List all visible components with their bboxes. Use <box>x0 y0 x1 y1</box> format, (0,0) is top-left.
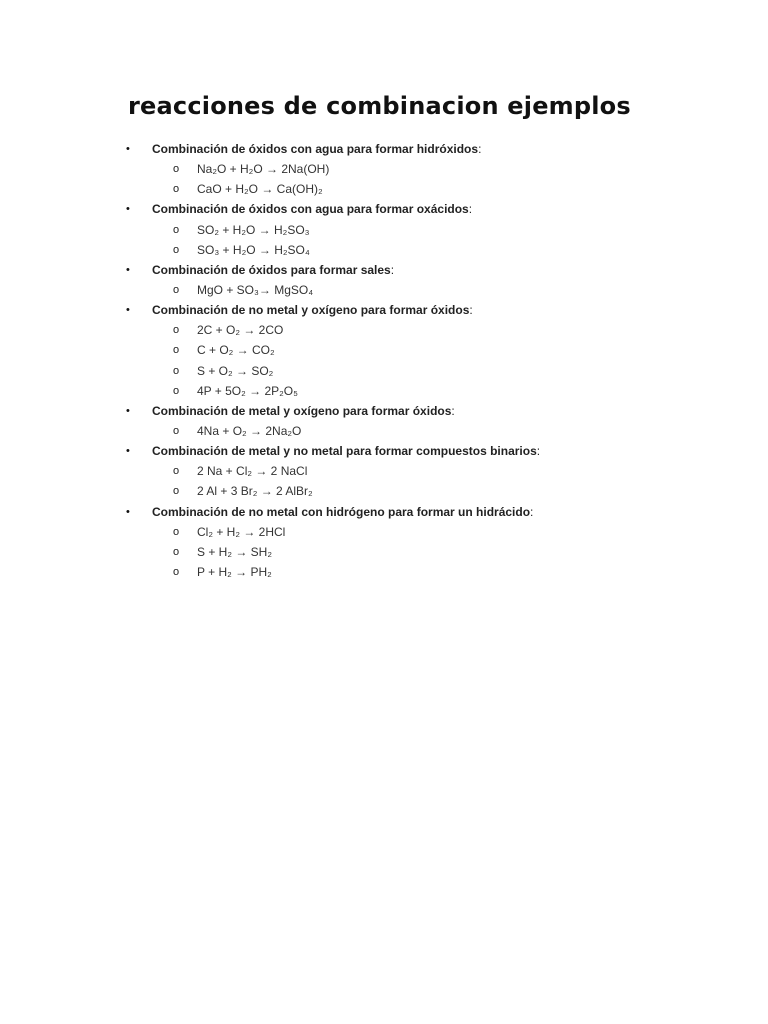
reaction-list <box>0 159 768 199</box>
reaction-item <box>0 421 768 441</box>
reaction-equation: MgO + SO₃→ MgSO₄ <box>197 282 314 297</box>
reaction-item <box>0 542 768 562</box>
circle-bullet-icon: o <box>173 545 180 558</box>
bullet-icon: • <box>126 203 130 216</box>
topic-suffix: : <box>478 142 482 156</box>
reaction-equation: SO₃ + H₂O → H₂SO₄ <box>197 242 310 257</box>
circle-bullet-icon: o <box>173 344 180 357</box>
topic-label <box>152 260 394 280</box>
topic-heading: Combinación de metal y no metal para formar compuestos binarios <box>152 444 537 459</box>
reaction-list <box>0 421 768 441</box>
topic-row <box>0 441 768 461</box>
reaction-item <box>0 320 768 340</box>
reaction-equation: Na₂O + H₂O → 2Na(OH) <box>197 162 330 177</box>
bullet-icon: • <box>126 143 130 155</box>
reaction-equation: Cl₂ + H₂ → 2HCl <box>197 524 286 539</box>
reaction-item <box>0 240 768 260</box>
reaction-equation: SO₂ + H₂O → H₂SO₃ <box>197 222 310 237</box>
reaction-equation: 4P + 5O₂ → 2P₂O₅ <box>197 383 298 398</box>
reaction-list <box>0 461 768 501</box>
reaction-list <box>0 522 768 582</box>
reaction-equation: 2C + O₂ → 2CO <box>197 323 284 338</box>
topic-item <box>0 260 768 300</box>
reaction-item <box>0 340 768 360</box>
bullet-icon: • <box>126 505 130 518</box>
reaction-equation: C + O₂ → CO₂ <box>197 343 275 358</box>
reaction-item <box>0 220 768 240</box>
topic-label <box>152 401 455 421</box>
circle-bullet-icon: o <box>173 525 180 538</box>
bullet-icon: • <box>126 263 130 276</box>
reaction-list <box>0 320 768 401</box>
reaction-item <box>0 361 768 381</box>
circle-bullet-icon: o <box>173 384 180 397</box>
reaction-equation: CaO + H₂O → Ca(OH)₂ <box>197 182 323 197</box>
bullet-icon: • <box>126 304 130 317</box>
topic-suffix: : <box>536 444 541 459</box>
topic-label <box>152 502 533 522</box>
topic-heading: Combinación de óxidos con agua para formar hidróxidos <box>152 142 479 156</box>
circle-bullet-icon: o <box>173 324 180 337</box>
reaction-equation: S + H₂ → SH₂ <box>197 544 272 559</box>
reaction-equation: 4Na + O₂ → 2Na₂O <box>197 423 302 438</box>
topic-item <box>0 441 768 501</box>
topic-row <box>0 401 768 421</box>
bullet-icon: • <box>126 445 130 458</box>
topic-row <box>0 199 768 219</box>
reaction-item <box>0 522 768 542</box>
topic-row <box>0 260 768 280</box>
topic-item <box>0 300 768 401</box>
circle-bullet-icon: o <box>173 364 180 377</box>
circle-bullet-icon: o <box>173 565 180 578</box>
circle-bullet-icon: o <box>173 485 180 498</box>
reaction-equation: 2 Al + 3 Br₂ → 2 AlBr₂ <box>197 484 313 499</box>
topic-heading: Combinación de óxidos con agua para formar oxácidos <box>152 202 469 217</box>
reaction-item <box>0 562 768 582</box>
reaction-item <box>0 179 768 199</box>
topic-heading: Combinación de metal y oxígeno para formar óxidos <box>152 403 452 418</box>
topic-row <box>0 300 768 320</box>
topic-suffix: : <box>469 303 473 318</box>
topic-suffix: : <box>468 202 473 217</box>
topic-suffix: : <box>390 262 395 277</box>
reaction-item <box>0 481 768 501</box>
topic-label <box>152 199 472 219</box>
reaction-list <box>0 280 768 300</box>
page-title: reacciones de combinacion ejemplos <box>128 92 631 120</box>
circle-bullet-icon: o <box>173 163 180 176</box>
topic-suffix: : <box>451 403 455 418</box>
reaction-equation: P + H₂ → PH₂ <box>197 564 272 579</box>
bullet-icon: • <box>126 404 130 417</box>
circle-bullet-icon: o <box>173 223 180 236</box>
topic-row <box>0 139 768 159</box>
reaction-equation: 2 Na + Cl₂ → 2 NaCl <box>197 464 308 479</box>
reaction-equation: S + O₂ → SO₂ <box>197 363 274 378</box>
circle-bullet-icon: o <box>173 183 180 196</box>
topic-heading: Combinación de óxidos para formar sales <box>152 262 391 277</box>
topic-heading: Combinación de no metal y oxígeno para formar óxidos <box>152 303 470 318</box>
circle-bullet-icon: o <box>173 424 180 437</box>
reaction-list <box>0 220 768 260</box>
circle-bullet-icon: o <box>173 283 180 296</box>
reaction-item <box>0 461 768 481</box>
topic-label <box>152 441 540 461</box>
reaction-item <box>0 159 768 179</box>
topic-item <box>0 502 768 583</box>
circle-bullet-icon: o <box>173 465 180 478</box>
topic-list <box>0 139 768 582</box>
topic-item <box>0 401 768 441</box>
reaction-item <box>0 280 768 300</box>
topic-suffix: : <box>530 504 534 519</box>
topic-row <box>0 502 768 522</box>
topic-heading: Combinación de no metal con hidrógeno para formar un hidrácido <box>152 504 531 519</box>
topic-item <box>0 199 768 259</box>
topic-label <box>152 300 473 320</box>
topic-label <box>152 139 481 159</box>
reaction-item <box>0 381 768 401</box>
topic-item <box>0 139 768 199</box>
circle-bullet-icon: o <box>173 243 180 256</box>
